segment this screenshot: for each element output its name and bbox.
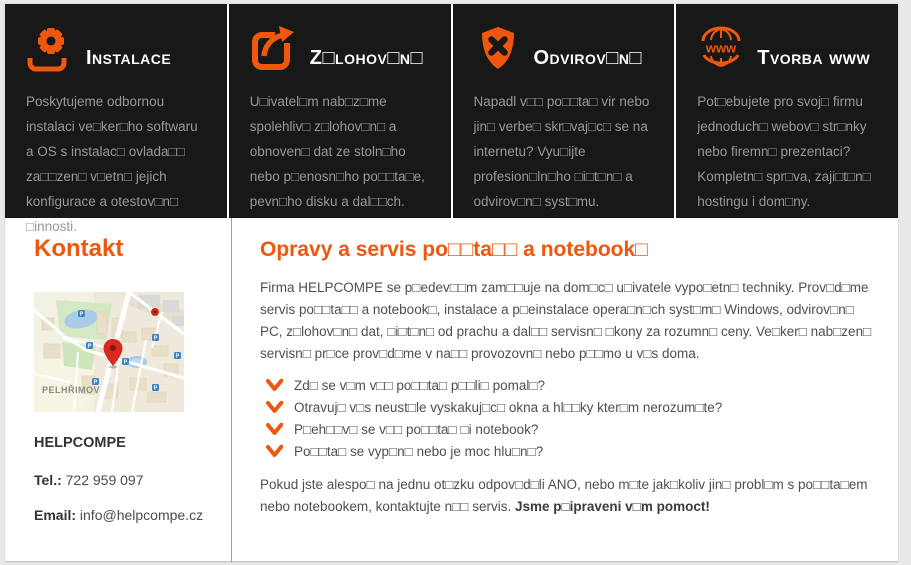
service-title: Z□lohov□n□ <box>309 47 424 69</box>
email-value[interactable]: info@helpcompe.cz <box>76 507 204 523</box>
outro-paragraph <box>260 474 880 518</box>
svg-text:P: P <box>87 343 92 350</box>
service-title: Odvirov□n□ <box>533 47 643 69</box>
service-description: Pot□ebujete pro svoj□ firmu jednoduch□ webov□ str□nky nebo firemn□ prezentaci? Kompletn□ spr□va, zaji□t□n□ hostingu i dom□ny. <box>697 94 871 209</box>
service-card-odvirovani[interactable] <box>453 4 675 218</box>
check-chevron-icon <box>266 401 283 414</box>
service-title: Instalace <box>86 47 172 69</box>
gear-install-icon <box>26 24 74 72</box>
outro-text: Pokud jste alespo□ na jednu ot□zku odpov□d□li ANO, nebo m□te jak□koliv jin□ probl□m s po□□ta□em nebo notebookem, kontaktujte n□□ servis. <box>260 477 868 514</box>
svg-text:P: P <box>93 379 98 386</box>
antivirus-shield-icon <box>474 24 522 72</box>
list-item <box>266 444 880 459</box>
list-item <box>266 378 880 393</box>
service-card-instalace[interactable] <box>5 4 227 234</box>
service-description: Poskytujeme odbornou instalaci ve□ker□ho softwaru a OS s instalac□ ovlada□□ za□□zen□ v□etn□ jejich konfigurace a otestov□n□ □innosti. <box>26 94 198 234</box>
service-title: Tvorba www <box>757 47 871 69</box>
list-item-text: Otravuj□ v□s neust□le vyskakuj□c□ okna a hl□□ky kter□m nerozum□te? <box>294 400 723 415</box>
list-item-text: Zd□ se v□m v□□ po□□ta□ p□□li□ pomal□? <box>294 378 546 393</box>
service-card-zalohovani[interactable] <box>229 4 451 218</box>
contact-details <box>34 435 211 523</box>
list-item <box>266 400 880 415</box>
check-chevron-icon <box>266 379 283 392</box>
service-description: Napadl v□□ po□□ta□ vir nebo jin□ verbe□ skr□vaj□c□ se na internetu? Vyu□ijte profesion□ln□ho □i□t□n□ a odvirov□n□ syst□mu. <box>473 94 650 209</box>
outro-bold-text: Jsme p□ipraveni v□m pomoct! <box>514 499 710 514</box>
service-card-header <box>697 24 877 72</box>
services-row <box>5 4 898 234</box>
backup-export-icon <box>250 24 298 72</box>
location-map[interactable] <box>34 292 184 412</box>
svg-text:P: P <box>123 359 128 366</box>
www-globe-icon <box>697 24 745 72</box>
page-title: Opravy a servis po□□ta□□ a notebook□ <box>260 238 648 261</box>
contact-sidebar <box>5 218 232 562</box>
service-description: U□ivatel□m nab□z□me spolehliv□ z□lohov□n□ a obnoven□ dat ze stoln□ho nebo p□enosn□ho po□□ta□e, pevn□ho disku a dal□□ch. <box>249 94 425 209</box>
svg-text:P: P <box>79 311 84 318</box>
intro-paragraph: Firma HELPCOMPE se p□edev□□m zam□□uje na dom□c□ u□ivatele vypo□etn□ techniky. Prov□d□me servis po□□ta□□ a notebook□, instalace a p□einstalace opera□n□ch syst□m□ Windows, odvirov□n□ PC, z□lohov□n□ dat, □i□t□n□ od prachu a dal□□ servisn□ □kony za rozumn□ ceny. Ve□ker□ nab□zen□ servisn□ pr□ce prov□d□me v na□□ provozovn□ nebo p□□mo u v□s doma. <box>260 280 872 361</box>
service-card-header <box>474 24 654 72</box>
phone-label: Tel.: <box>34 472 62 488</box>
phone-line <box>34 472 211 488</box>
email-label: Email: <box>34 507 77 523</box>
page-container <box>5 4 898 562</box>
service-card-tvorba-www[interactable] <box>676 4 898 218</box>
company-name: HELPCOMPE <box>34 435 126 451</box>
main-content <box>232 218 898 562</box>
question-list <box>266 378 880 459</box>
content-row <box>5 218 898 562</box>
svg-text:P: P <box>153 385 158 392</box>
phone-value: 722 959 097 <box>61 472 144 488</box>
email-line <box>34 507 211 523</box>
check-chevron-icon <box>266 445 283 458</box>
svg-text:www: www <box>706 40 737 56</box>
service-card-header <box>250 24 430 72</box>
svg-text:P: P <box>153 335 158 342</box>
service-card-header <box>26 24 206 72</box>
list-item-text: Po□□ta□ se vyp□n□ nebo je moc hlu□n□? <box>294 444 544 459</box>
map-city-label: PELHŘIMOV <box>42 385 101 395</box>
list-item <box>266 422 880 437</box>
check-chevron-icon <box>266 423 283 436</box>
list-item-text: P□eh□□v□ se v□□ po□□ta□ □i notebook? <box>294 422 539 437</box>
svg-text:P: P <box>175 353 180 360</box>
contact-heading: Kontakt <box>34 235 124 262</box>
